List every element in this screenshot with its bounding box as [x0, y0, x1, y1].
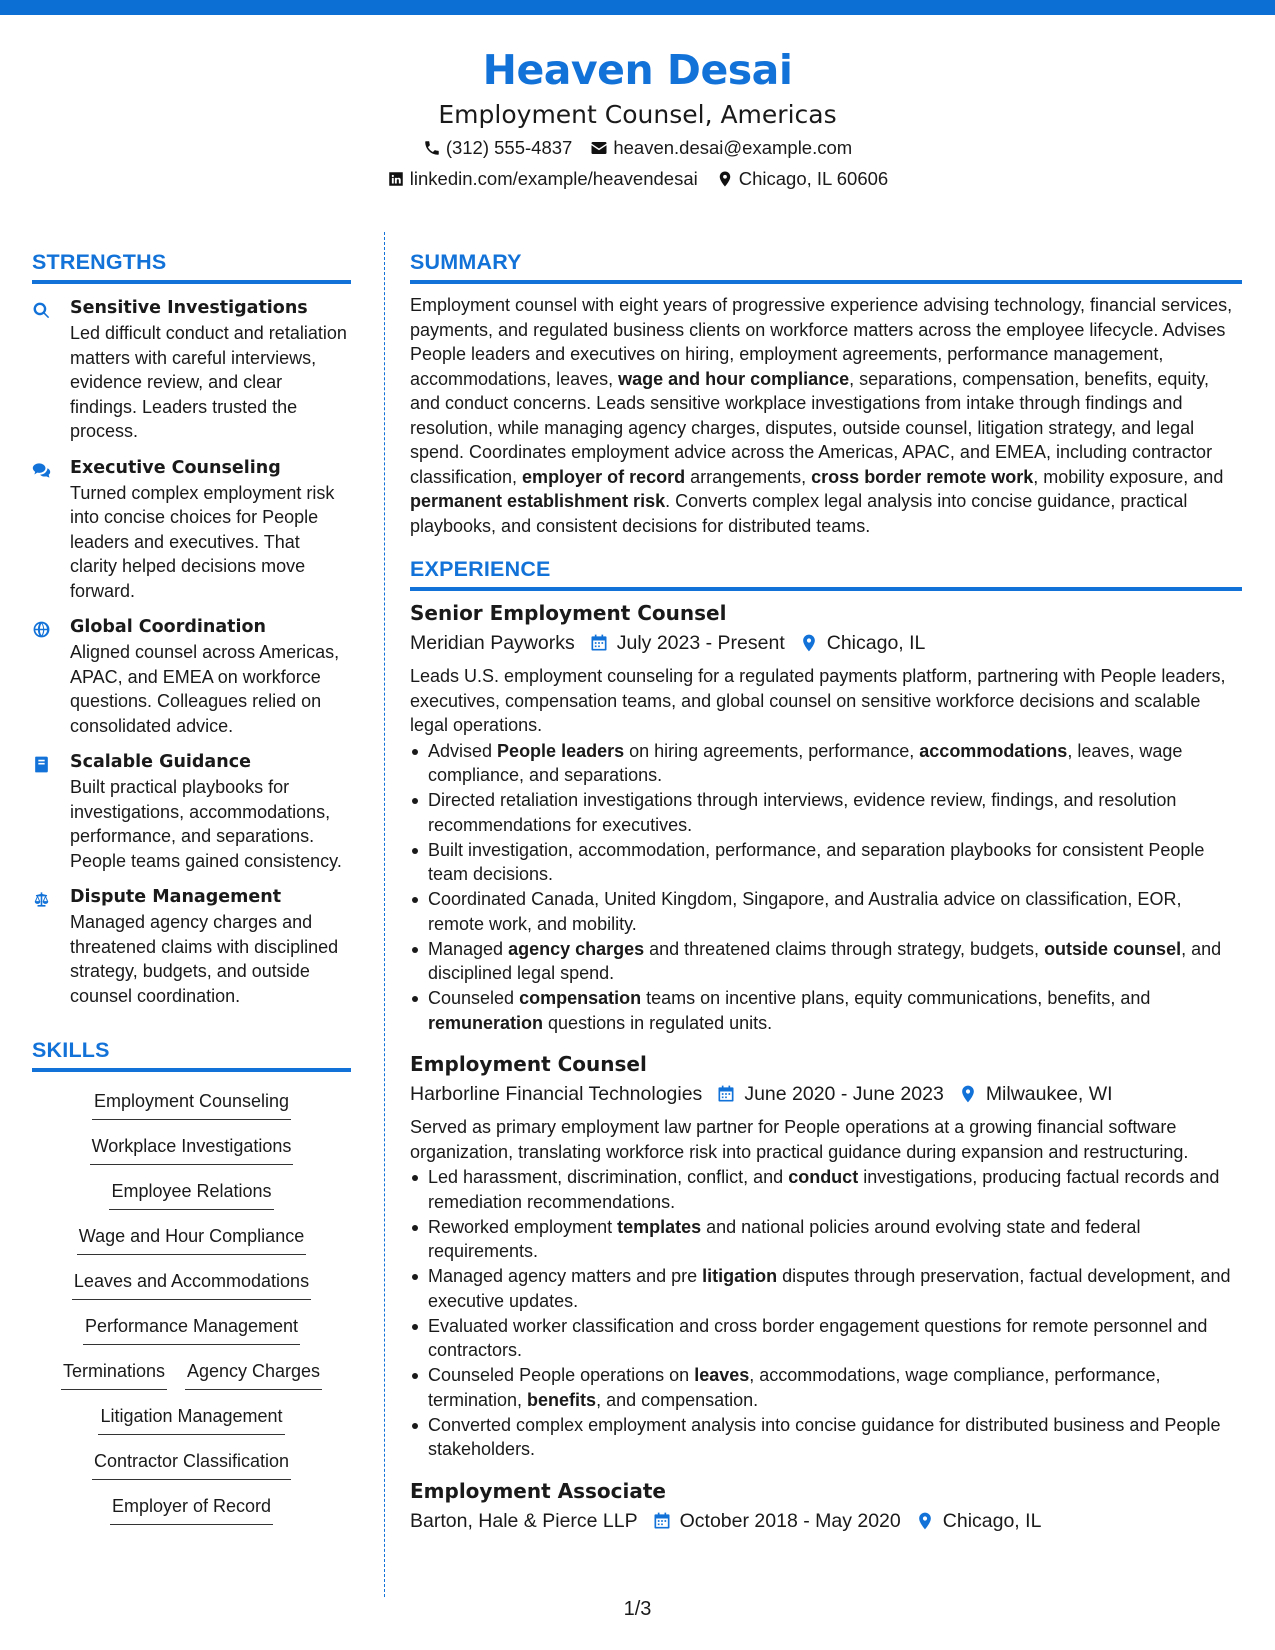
top-accent-bar	[0, 0, 1275, 15]
phone-icon	[423, 139, 441, 157]
experience-rule	[410, 587, 1242, 591]
strength-title: Sensitive Investigations	[70, 298, 308, 318]
search-icon	[32, 301, 51, 320]
bullet-item	[410, 1314, 1242, 1363]
location-text: Chicago, IL 60606	[738, 168, 889, 189]
bold-phrase: wage and hour compliance	[618, 368, 850, 389]
strength-title: Scalable Guidance	[70, 752, 251, 772]
text-run: Coordinated Canada, United Kingdom, Singapore, and Australia advice on classification, EOR, remote work, and mobility.	[428, 889, 1182, 934]
text-run: questions in regulated units.	[543, 1012, 773, 1033]
strength-item	[32, 456, 351, 604]
job-company: Meridian Payworks	[410, 632, 575, 654]
bullet-item	[410, 1413, 1242, 1462]
text-run: . Converts complex legal analysis into concise guidance, practical playbooks, and consistent decisions for distributed teams.	[410, 491, 1188, 536]
job-bullets	[410, 1165, 1242, 1462]
job-dates: June 2020 - June 2023	[702, 1079, 944, 1109]
page-number: 1/3	[623, 1598, 652, 1620]
skill-row	[32, 1088, 351, 1133]
job-meta	[410, 1079, 1242, 1109]
bold-phrase: remuneration	[428, 1012, 544, 1033]
resume-header	[0, 42, 1275, 194]
bold-phrase: conduct	[788, 1167, 859, 1187]
job-company: Barton, Hale & Pierce LLP	[410, 1509, 638, 1532]
text-run: and threatened claims through strategy, budgets,	[644, 938, 1045, 959]
job-dates: July 2023 - Present	[575, 628, 785, 658]
bold-phrase: benefits	[527, 1389, 597, 1410]
strength-desc: Led difficult conduct and retaliation matters with careful interviews, evidence review, and clear findings. Leaders trusted the process.	[70, 323, 347, 441]
strength-item	[32, 615, 351, 738]
job-location: Milwaukee, WI	[944, 1079, 1113, 1109]
skill-row	[32, 1133, 351, 1178]
skill-row	[32, 1448, 351, 1493]
skill-tag: Employment Counseling	[92, 1088, 291, 1120]
text-run: teams on incentive plans, equity communications, benefits, and	[641, 988, 1151, 1008]
bold-phrase: leaves	[694, 1365, 750, 1385]
text-run: Managed agency matters and pre	[428, 1266, 703, 1286]
bold-phrase: permanent establishment risk	[410, 491, 666, 511]
bold-phrase: People leaders	[497, 740, 625, 761]
bold-phrase: outside counsel	[1044, 938, 1182, 959]
strength-title: Executive Counseling	[70, 457, 281, 478]
phone-contact[interactable]	[423, 132, 573, 163]
text-run: Evaluated worker classification and cross border engagement questions for remote personnel and contractors.	[428, 1315, 1208, 1360]
summary-heading: SUMMARY	[410, 250, 522, 274]
map-pin-icon	[716, 170, 734, 188]
summary-rule	[410, 280, 1242, 284]
strength-desc: Managed agency charges and threatened claims with disciplined strategy, budgets, and outside counsel coordination.	[70, 912, 339, 1006]
text-run: disputes through preservation, factual development, and executive updates.	[428, 1266, 1231, 1311]
skill-tag: Wage and Hour Compliance	[77, 1223, 306, 1255]
linkedin-contact[interactable]	[387, 163, 698, 194]
skill-tag: Terminations	[61, 1358, 167, 1390]
skill-tag: Contractor Classification	[92, 1448, 291, 1480]
bullet-item	[410, 986, 1242, 1035]
bold-phrase: litigation	[702, 1266, 778, 1286]
text-run: Directed retaliation investigations through interviews, evidence review, findings, and resolution recommendations for executives.	[428, 790, 1177, 835]
skill-tag: Employee Relations	[109, 1178, 273, 1210]
text-run: arrangements,	[685, 466, 812, 487]
skills-list	[32, 1088, 351, 1538]
job-description: Served as primary employment law partner for People operations at a growing financial software organization, translating workforce risk into practical guidance during expansion and restructuring.	[410, 1117, 1189, 1162]
skill-row	[32, 1223, 351, 1268]
text-run: and national policies around evolving state and federal requirements.	[428, 1216, 1141, 1261]
bullet-item	[410, 1165, 1242, 1214]
experience-section	[410, 555, 1242, 1536]
bullet-item	[410, 1264, 1242, 1313]
calendar-icon	[652, 1511, 672, 1531]
strength-item	[32, 750, 351, 873]
skill-tag: Employer of Record	[110, 1493, 273, 1525]
linkedin-url: linkedin.com/example/heavendesai	[409, 168, 698, 189]
map-pin-icon	[958, 1084, 978, 1104]
bullet-item	[410, 838, 1242, 887]
location-contact	[716, 163, 888, 194]
job-entry	[410, 1050, 1242, 1462]
job-title: Employment Associate	[410, 1478, 666, 1503]
job-meta	[410, 1506, 1242, 1536]
contact-row-2	[0, 163, 1275, 194]
skill-row	[32, 1403, 351, 1448]
skill-tag: Leaves and Accommodations	[72, 1268, 311, 1300]
job-description: Leads U.S. employment counseling for a regulated payments platform, partnering with People leaders, executives, compensation teams, and global counsel on sensitive workforce decisions and scalable legal operations.	[410, 666, 1226, 735]
skill-row	[32, 1358, 351, 1403]
email-address: heaven.desai@example.com	[613, 137, 853, 158]
skill-row	[32, 1178, 351, 1223]
text-run: , separations, compensation, benefits, equity, and conduct concerns. Leads sensitive workplace investigations from intake through findings and resolution, while managing agency charges, disputes, outside counsel, litigation strategy, and legal spend. Coordinates employment advice across the Americas, APAC, and EMEA, including contractor classification,	[410, 368, 1213, 487]
text-run: Employment counsel with eight years of progressive experience advising technology, financial services, payments, and regulated business clients on workforce matters across the employee lifecycle. Advises People leaders and executives on hiring, employment agreements, performance management, accommodations, leaves,	[410, 295, 1233, 389]
jobs-list	[410, 599, 1242, 1536]
text-run: , and disciplined legal spend.	[428, 938, 1222, 983]
map-pin-icon	[799, 633, 819, 653]
strength-item	[32, 885, 351, 1008]
bullet-item	[410, 788, 1242, 837]
bullet-item	[410, 887, 1242, 936]
comments-icon	[32, 461, 51, 480]
text-run: on hiring agreements, performance,	[624, 740, 920, 761]
skills-rule	[32, 1068, 351, 1072]
job-dates: October 2018 - May 2020	[638, 1506, 901, 1536]
bullet-item	[410, 739, 1242, 788]
left-column	[32, 248, 351, 1538]
bold-phrase: accommodations	[919, 740, 1068, 761]
bullet-item	[410, 937, 1242, 986]
column-divider	[384, 232, 385, 1597]
text-run: Counseled People operations on	[428, 1365, 695, 1385]
job-meta	[410, 628, 1242, 658]
skill-row	[32, 1268, 351, 1313]
skill-row	[32, 1313, 351, 1358]
bold-phrase: compensation	[519, 988, 642, 1008]
globe-icon	[32, 620, 51, 639]
skill-tag: Performance Management	[83, 1313, 300, 1345]
scale-icon	[32, 890, 51, 909]
text-run: , mobility exposure, and	[1033, 466, 1224, 487]
phone-number: (312) 555-4837	[445, 137, 573, 158]
strength-desc: Aligned counsel across Americas, APAC, and EMEA on workforce questions. Colleagues relied on consolidated advice.	[70, 642, 340, 736]
candidate-name: Heaven Desai	[482, 46, 793, 94]
text-run: Led harassment, discrimination, conflict, and	[428, 1167, 789, 1187]
strength-desc: Turned complex employment risk into concise choices for People leaders and executives. That clarity helped decisions move forward.	[70, 482, 335, 601]
strength-title: Dispute Management	[70, 887, 282, 907]
experience-heading: EXPERIENCE	[410, 557, 551, 581]
calendar-icon	[589, 633, 609, 653]
job-entry	[410, 599, 1242, 1035]
contact-row-1	[0, 132, 1275, 163]
job-title: Senior Employment Counsel	[410, 601, 727, 625]
text-run: Counseled	[428, 988, 520, 1008]
text-run: , and compensation.	[596, 1389, 759, 1410]
skills-heading: SKILLS	[32, 1038, 110, 1062]
bold-phrase: templates	[617, 1216, 702, 1237]
skill-tag: Workplace Investigations	[90, 1133, 294, 1165]
strength-item	[32, 296, 351, 444]
strength-title: Global Coordination	[70, 617, 266, 637]
skill-tag: Agency Charges	[185, 1358, 322, 1390]
text-run: Built investigation, accommodation, performance, and separation playbooks for consistent People team decisions.	[428, 839, 1205, 884]
skill-row	[32, 1493, 351, 1538]
summary-text	[410, 293, 1242, 538]
bold-phrase: employer of record	[522, 466, 686, 487]
bold-phrase: agency charges	[508, 938, 645, 959]
text-run: Managed	[428, 938, 509, 959]
book-icon	[32, 755, 51, 774]
linkedin-icon	[387, 170, 405, 188]
right-column	[410, 248, 1242, 1536]
bullet-item	[410, 1215, 1242, 1264]
calendar-icon	[716, 1084, 736, 1104]
map-pin-icon	[915, 1511, 935, 1531]
job-entry	[410, 1477, 1242, 1536]
candidate-role: Employment Counsel, Americas	[438, 100, 837, 129]
text-run: Converted complex employment analysis into concise guidance for distributed business and People stakeholders.	[428, 1414, 1221, 1459]
strength-desc: Built practical playbooks for investigations, accommodations, performance, and separations. People teams gained consistency.	[70, 777, 342, 871]
text-run: , accommodations, wage compliance, performance, termination,	[428, 1365, 1161, 1410]
strengths-rule	[32, 280, 351, 284]
job-company: Harborline Financial Technologies	[410, 1083, 703, 1105]
job-bullets	[410, 739, 1242, 1036]
job-location: Chicago, IL	[901, 1506, 1042, 1536]
envelope-icon	[590, 139, 608, 157]
strengths-heading: STRENGTHS	[32, 250, 167, 274]
strengths-list	[32, 296, 351, 1008]
job-title: Employment Counsel	[410, 1052, 647, 1076]
text-run: Advised	[428, 740, 498, 761]
text-run: investigations, producing factual records and remediation recommendations.	[428, 1167, 1220, 1212]
text-run: Reworked employment	[428, 1216, 618, 1237]
text-run: , leaves, wage compliance, and separations.	[428, 740, 1183, 785]
skills-section	[32, 1036, 351, 1538]
email-contact[interactable]	[590, 132, 852, 163]
bold-phrase: cross border remote work	[811, 466, 1034, 487]
bullet-item	[410, 1363, 1242, 1412]
skill-tag: Litigation Management	[98, 1403, 284, 1435]
job-location: Chicago, IL	[785, 628, 926, 658]
